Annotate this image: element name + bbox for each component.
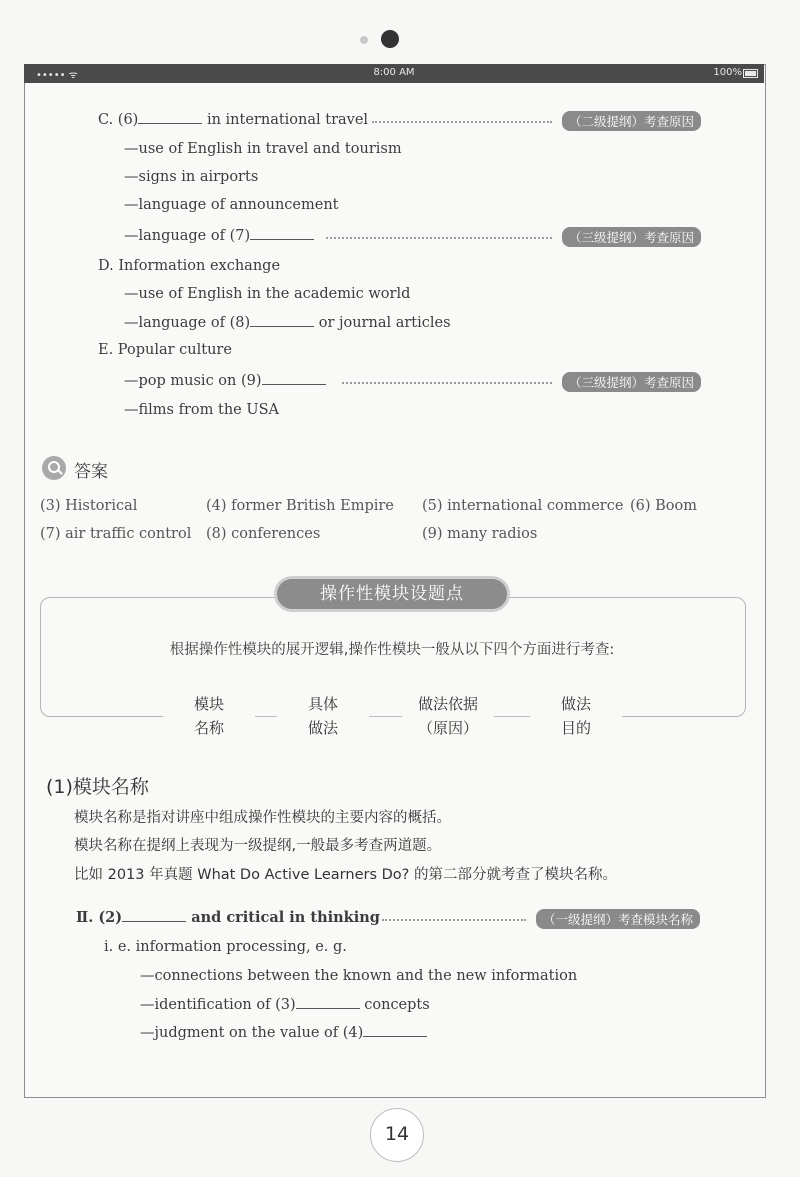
- list-item-8: —language of (8) or journal articles: [124, 315, 451, 331]
- page-indicator-dot-active[interactable]: [381, 30, 399, 48]
- example-heading: Ⅱ. (2) and critical in thinking: [76, 909, 380, 926]
- status-time: 8:00 AM: [373, 67, 415, 78]
- battery-icon: [743, 69, 758, 78]
- leader-dots: [382, 919, 526, 921]
- answer-item: (4) former British Empire: [206, 498, 394, 514]
- leader-dots: [326, 237, 552, 239]
- blank-9[interactable]: [262, 372, 326, 385]
- battery-level: 100%: [713, 67, 742, 78]
- step-method-basis: 做法依据 （原因）: [402, 692, 494, 740]
- signal-icon: ••••• ᯤ: [36, 70, 78, 81]
- outline-d: D. Information exchange: [98, 258, 281, 274]
- leader-dots: [372, 121, 552, 123]
- list-item-9: —pop music on (9): [124, 372, 326, 389]
- blank-4[interactable]: [363, 1024, 427, 1037]
- step-specific-method: 具体 做法: [277, 692, 369, 740]
- outline-tag: （三级提纲）考查原因: [562, 372, 701, 392]
- outline-e: E. Popular culture: [98, 342, 232, 358]
- list-item-4: —judgment on the value of (4): [140, 1024, 427, 1041]
- section-title: (1)模块名称: [46, 776, 149, 798]
- paragraph: 模块名称在提纲上表现为一级提纲,一般最多考查两道题。: [74, 838, 442, 854]
- blank-3[interactable]: [296, 996, 360, 1009]
- step-method-purpose: 做法 目的: [530, 692, 622, 740]
- step-module-name: 模块 名称: [163, 692, 255, 740]
- list-item: —use of English in travel and tourism: [124, 141, 402, 157]
- paragraph: 比如 2013 年真题 What Do Active Learners Do? 的第二部分就考查了模块名称。: [74, 867, 617, 883]
- blank-7[interactable]: [250, 227, 314, 240]
- answer-item: (5) international commerce: [422, 498, 624, 514]
- answer-item: (8) conferences: [206, 526, 321, 542]
- page-indicator-dot[interactable]: [360, 36, 368, 44]
- list-item: —connections between the known and the new information: [140, 968, 578, 984]
- list-item: —use of English in the academic world: [124, 286, 411, 302]
- page-number: 14: [370, 1108, 424, 1162]
- answer-item: (7) air traffic control: [40, 526, 192, 542]
- module-banner: 操作性模块设题点: [274, 576, 510, 612]
- list-item: —language of announcement: [124, 197, 339, 213]
- list-item: —films from the USA: [124, 402, 279, 418]
- outline-tag: （三级提纲）考查原因: [562, 227, 701, 247]
- outline-tag: （一级提纲）考查模块名称: [536, 909, 700, 929]
- blank-2[interactable]: [122, 909, 186, 922]
- module-intro: 根据操作性模块的展开逻辑,操作性模块一般从以下四个方面进行考查:: [169, 642, 615, 658]
- outline-tag: （二级提纲）考查原因: [562, 111, 701, 131]
- blank-8[interactable]: [250, 314, 314, 327]
- magnifier-icon: [42, 456, 66, 480]
- answers-heading: 答案: [74, 462, 108, 482]
- blank-6[interactable]: [138, 111, 202, 124]
- outline-c: C. (6) in international travel: [98, 112, 369, 128]
- paragraph: 模块名称是指对讲座中组成操作性模块的主要内容的概括。: [74, 810, 451, 826]
- answer-item: (9) many radios: [422, 526, 538, 542]
- leader-dots: [342, 382, 552, 384]
- list-item-3: —identification of (3) concepts: [140, 997, 430, 1013]
- answer-item: (6) Boom: [630, 498, 698, 514]
- answer-item: (3) Historical: [40, 498, 138, 514]
- status-bar: [24, 64, 764, 83]
- list-item: —signs in airports: [124, 169, 259, 185]
- example-ie: i. e. information processing, e. g.: [104, 939, 347, 955]
- list-item-7: —language of (7): [124, 227, 314, 244]
